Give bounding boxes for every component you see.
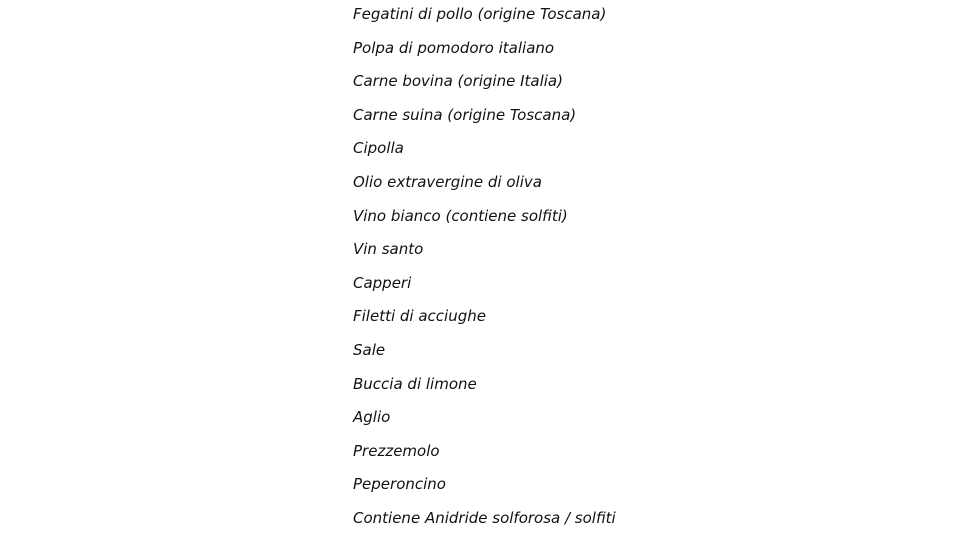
ingredient-item: Aglio xyxy=(353,408,391,427)
ingredient-item: Vino bianco (contiene solfiti) xyxy=(353,206,568,225)
ingredient-item: Vin santo xyxy=(353,240,424,259)
ingredient-item: Capperi xyxy=(353,273,412,292)
ingredient-item: Buccia di limone xyxy=(353,374,477,393)
ingredient-item: Prezzemolo xyxy=(353,441,440,460)
ingredient-item: Carne suina (origine Toscana) xyxy=(353,105,577,124)
ingredient-item: Fegatini di pollo (origine Toscana) xyxy=(353,5,607,23)
allergen-note: Contiene Anidride solforosa / solfiti xyxy=(353,508,616,527)
ingredient-item: Polpa di pomodoro italiano xyxy=(353,38,555,57)
ingredient-item: Sale xyxy=(353,340,386,359)
ingredient-item: Cipolla xyxy=(353,139,404,158)
ingredient-item: Carne bovina (origine Italia) xyxy=(353,72,563,91)
ingredient-item: Olio extravergine di oliva xyxy=(353,172,542,191)
ingredient-item: Filetti di acciughe xyxy=(353,307,486,326)
ingredient-list xyxy=(353,4,616,542)
ingredient-item: Peperoncino xyxy=(353,475,446,494)
